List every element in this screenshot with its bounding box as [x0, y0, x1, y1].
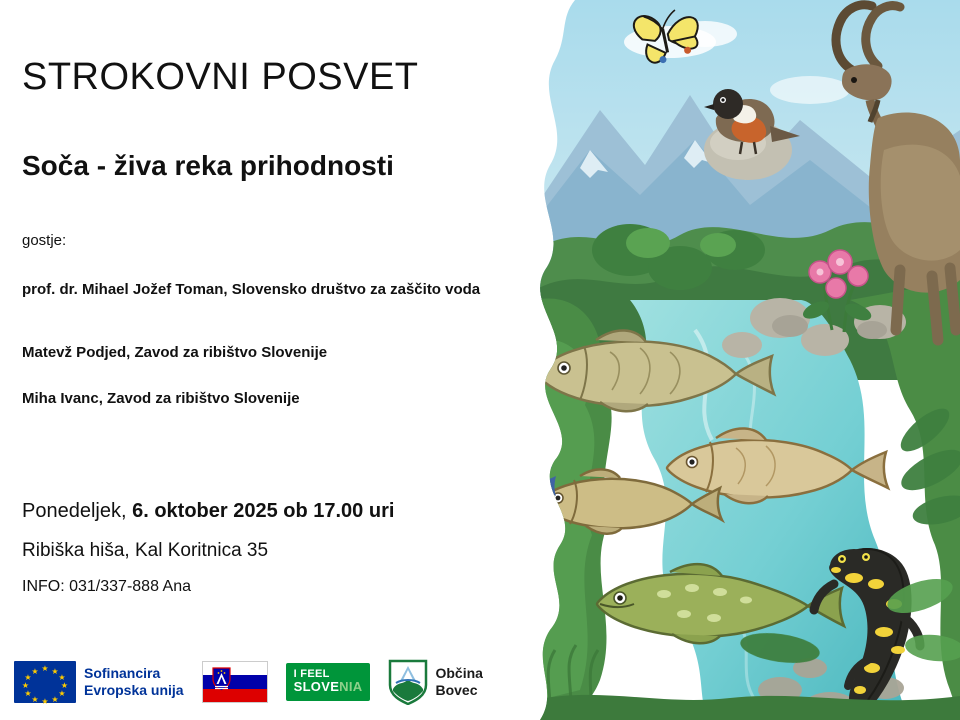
- page-title: STROKOVNI POSVET: [22, 56, 419, 98]
- guest-entry: prof. dr. Mihael Jožef Toman, Slovensko društvo za zaščito voda: [22, 281, 481, 298]
- i-feel-slovenia-line2a: SLOVE: [293, 679, 340, 695]
- slovenia-coat-of-arms-icon: [212, 667, 231, 692]
- obcina-bovec-line2: Bovec: [435, 682, 478, 698]
- event-venue: Ribiška hiša, Kal Koritnica 35: [22, 540, 269, 561]
- eu-funding-line2: Evropska unija: [84, 682, 184, 698]
- event-info-contact: INFO: 031/337-888 Ana: [22, 578, 191, 595]
- obcina-bovec-line1: Občina: [435, 665, 483, 682]
- event-day-prefix: Ponedeljek,: [22, 500, 133, 522]
- eu-flag-icon: ★ ★ ★ ★ ★ ★ ★ ★ ★ ★ ★ ★: [14, 661, 76, 703]
- soca-river-nature-illustration: [480, 0, 960, 720]
- i-feel-slovenia-logo: [286, 657, 371, 707]
- guests-label: gostje:: [22, 232, 67, 249]
- event-datetime: [22, 500, 394, 523]
- page-subtitle: Soča - živa reka prihodnosti: [22, 150, 394, 181]
- eu-funding-line1: Sofinancira: [84, 664, 161, 681]
- eu-funding-text: [84, 665, 184, 700]
- obcina-bovec-logo: [388, 657, 482, 707]
- eu-funding-logo: [14, 657, 184, 707]
- i-feel-slovenia-line1: I FEEL: [293, 667, 330, 680]
- event-date-bold: 6. oktober 2025 ob 17.00 uri: [132, 500, 395, 522]
- slovenia-flag-logo: [202, 657, 268, 707]
- bovec-crest-icon: [388, 659, 428, 705]
- poster-text-column: [22, 0, 522, 660]
- guest-entry: Miha Ivanc, Zavod za ribištvo Slovenije: [22, 390, 300, 407]
- i-feel-slovenia-line2b: NIA: [339, 679, 363, 695]
- logo-bar: [14, 652, 483, 712]
- slovenia-flag-icon: [202, 661, 268, 703]
- guest-entry: Matevž Podjed, Zavod za ribištvo Slovenije: [22, 344, 328, 361]
